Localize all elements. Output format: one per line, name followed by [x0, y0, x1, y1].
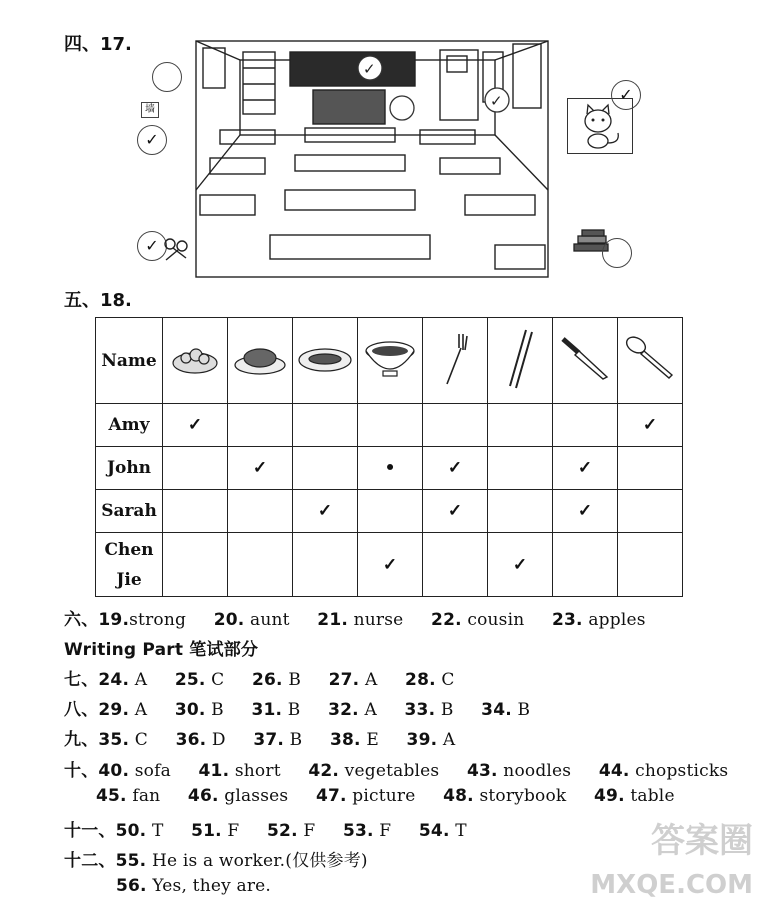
row-mark: ✓ [163, 404, 228, 447]
row-mark: • [358, 447, 423, 490]
spoon-icon [618, 318, 683, 404]
row-mark [228, 533, 293, 597]
blackboard-check: ✓ [363, 60, 376, 78]
books-answer-circle [602, 238, 632, 268]
cat-check-circle: ✓ [611, 80, 641, 110]
row-mark [423, 533, 488, 597]
chicken-icon [228, 318, 293, 404]
row-mark [293, 533, 358, 597]
row-mark: ✓ [423, 490, 488, 533]
wall-tag: 墙 [141, 102, 159, 118]
keys-icon [160, 234, 196, 262]
chopsticks-icon [488, 318, 553, 404]
row-mark [163, 490, 228, 533]
row-mark [228, 490, 293, 533]
name-header: Name [96, 318, 163, 404]
answer-line-10: 十、40. sofa 41. short 42. vegetables 43. noodles 44. chopsticks [64, 761, 729, 781]
food-table [95, 317, 683, 597]
row-mark [488, 490, 553, 533]
section4-label: 四、17. [64, 34, 132, 55]
row-mark [553, 404, 618, 447]
section5-label: 五、18. [64, 290, 132, 311]
svg-text:✓: ✓ [490, 92, 503, 110]
answer-line-11: 十一、50. T 51. F 52. F 53. F 54. T [64, 821, 467, 841]
row-mark [618, 447, 683, 490]
wall-check-circle: ✓ [137, 125, 167, 155]
row-mark: ✓ [228, 447, 293, 490]
row-mark [163, 447, 228, 490]
knife-icon [553, 318, 618, 404]
answer-circle-empty [152, 62, 182, 92]
row-mark: ✓ [423, 447, 488, 490]
rice-icon [163, 318, 228, 404]
answer-line-12b: 56. Yes, they are. [116, 876, 272, 896]
answer-line-10b: 45. fan 46. glasses 47. picture 48. storybook 49. table [96, 786, 675, 806]
row-mark: ✓ [618, 404, 683, 447]
classroom-illustration [195, 40, 550, 280]
answer-line-7: 七、24. A 25. C 26. B 27. A 28. C [64, 670, 455, 690]
fork-icon [423, 318, 488, 404]
row-mark [293, 404, 358, 447]
row-name: Amy [96, 404, 163, 447]
row-name: Chen Jie [96, 533, 163, 597]
keys-check-circle: ✓ [137, 231, 167, 261]
row-name: John [96, 447, 163, 490]
row-mark: ✓ [553, 490, 618, 533]
watermark-url: MXQE.COM [590, 870, 753, 900]
row-mark [358, 490, 423, 533]
row-mark: ✓ [358, 533, 423, 597]
row-mark [228, 404, 293, 447]
row-mark [163, 533, 228, 597]
row-mark [293, 447, 358, 490]
noodles-icon [358, 318, 423, 404]
answer-line-12: 十二、55. He is a worker.(仅供参考) [64, 851, 368, 871]
row-mark [488, 404, 553, 447]
row-mark: ✓ [488, 533, 553, 597]
watermark-logo: 答案圈 [651, 821, 753, 861]
row-mark [553, 533, 618, 597]
answer-line-8: 八、29. A 30. B 31. B 32. A 33. B 34. B [64, 700, 531, 720]
row-mark [618, 533, 683, 597]
row-mark [358, 404, 423, 447]
row-name: Sarah [96, 490, 163, 533]
answer-line-9: 九、35. C 36. D 37. B 38. E 39. A [64, 730, 456, 750]
row-mark [423, 404, 488, 447]
row-mark: ✓ [293, 490, 358, 533]
row-mark: ✓ [553, 447, 618, 490]
writing-part-heading: Writing Part 笔试部分 [64, 640, 259, 660]
row-mark [618, 490, 683, 533]
answer-line-6: 六、19.strong 20. aunt 21. nurse 22. cousin 23. apples [64, 610, 646, 630]
row-mark [488, 447, 553, 490]
fish-icon [293, 318, 358, 404]
